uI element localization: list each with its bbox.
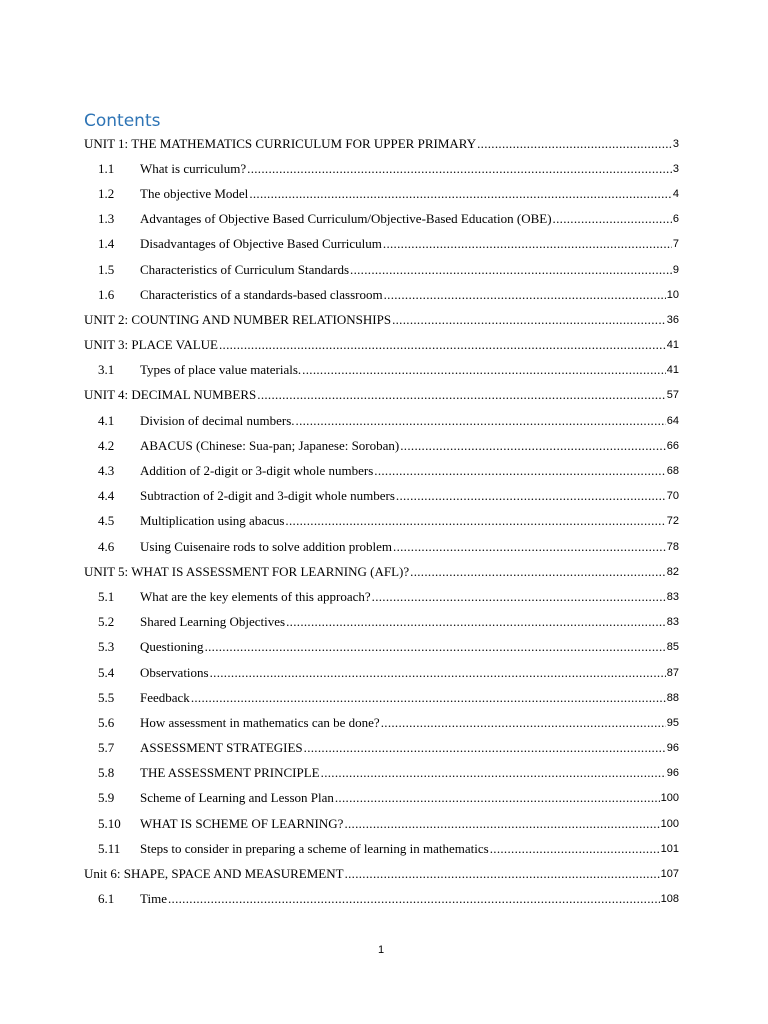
toc-entry-title: What is curriculum?	[140, 160, 247, 176]
toc-entry-page: 64	[666, 414, 679, 427]
toc-entry-title: Time	[140, 891, 167, 907]
toc-entry-title: Steps to consider in preparing a scheme of learning in mathematics	[140, 840, 489, 856]
toc-dot-leader	[335, 790, 660, 806]
toc-entry-number: 1.3	[98, 211, 115, 227]
toc-subentry[interactable]	[84, 836, 679, 861]
toc-subentry[interactable]	[84, 257, 679, 282]
toc-entry-number: 5.4	[98, 664, 115, 680]
toc-dot-leader	[350, 262, 672, 278]
toc-entry-page: 36	[666, 313, 679, 326]
toc-entry-number: 5.1	[98, 588, 115, 604]
toc-dot-leader	[191, 690, 666, 706]
toc-entry-page: 87	[666, 666, 679, 679]
toc-dot-leader	[205, 639, 666, 655]
toc-entry-number: 4.3	[98, 463, 115, 479]
toc-subentry[interactable]	[84, 786, 679, 811]
toc-entry-title: UNIT 5: WHAT IS ASSESSMENT FOR LEARNING (AFL)?	[84, 563, 410, 579]
toc-entry-page: 70	[666, 490, 679, 503]
toc-subentry[interactable]	[84, 584, 679, 609]
toc-entry-title: Division of decimal numbers.	[140, 412, 295, 428]
toc-entry-page: 100	[660, 817, 679, 830]
toc-entry-page: 95	[666, 716, 679, 729]
toc-entry-page: 88	[666, 691, 679, 704]
toc-dot-leader	[296, 413, 666, 429]
toc-entry-title: UNIT 3: PLACE VALUE	[84, 337, 218, 353]
toc-dot-leader	[374, 463, 665, 479]
toc-entry-page: 101	[660, 842, 679, 855]
toc-subentry[interactable]	[84, 156, 679, 181]
toc-entry-number: 4.5	[98, 513, 115, 529]
toc-entry-title: Types of place value materials.	[140, 362, 302, 378]
toc-entry-page: 3	[672, 162, 679, 175]
toc-subentry[interactable]	[84, 484, 679, 509]
toc-dot-leader	[383, 236, 672, 252]
toc-dot-leader	[304, 740, 666, 756]
toc-dot-leader	[168, 891, 660, 907]
table-of-contents	[84, 131, 679, 912]
toc-entry-title: UNIT 4: DECIMAL NUMBERS	[84, 387, 257, 403]
toc-dot-leader	[286, 614, 666, 630]
toc-subentry[interactable]	[84, 660, 679, 685]
toc-entry-title: UNIT 2: COUNTING AND NUMBER RELATIONSHIPS	[84, 311, 392, 327]
toc-entry-page: 66	[666, 439, 679, 452]
toc-entry-number: 5.5	[98, 689, 115, 705]
toc-entry-number: 6.1	[98, 891, 115, 907]
toc-dot-leader	[285, 513, 665, 529]
toc-entry-title: Addition of 2-digit or 3-digit whole numbers	[140, 463, 374, 479]
toc-entry-number: 1.4	[98, 236, 115, 252]
toc-entry-title: Scheme of Learning and Lesson Plan	[140, 790, 334, 806]
toc-entry-title: Characteristics of Curriculum Standards	[140, 261, 350, 277]
toc-entry-page: 68	[666, 465, 679, 478]
toc-subentry[interactable]	[84, 207, 679, 232]
toc-entry-page: 72	[666, 515, 679, 528]
toc-dot-leader	[372, 589, 666, 605]
toc-entry-page: 85	[666, 641, 679, 654]
toc-entry-page: 6	[672, 213, 679, 226]
toc-entry-title: Subtraction of 2-digit and 3-digit whole numbers	[140, 488, 395, 504]
toc-entry-number: 5.10	[98, 815, 121, 831]
toc-dot-leader	[302, 362, 666, 378]
toc-entry-number: 1.6	[98, 286, 115, 302]
toc-subentry[interactable]	[84, 887, 679, 912]
toc-subentry[interactable]	[84, 685, 679, 710]
toc-entry-number: 5.8	[98, 765, 115, 781]
toc-entry-title: Disadvantages of Objective Based Curriculum	[140, 236, 382, 252]
toc-subentry[interactable]	[84, 282, 679, 307]
toc-entry-number: 1.5	[98, 261, 115, 277]
toc-subentry[interactable]	[84, 358, 679, 383]
contents-heading: Contents	[84, 111, 161, 131]
toc-unit-entry[interactable]	[84, 559, 679, 584]
toc-subentry[interactable]	[84, 736, 679, 761]
toc-dot-leader	[249, 186, 672, 202]
toc-dot-leader	[553, 211, 672, 227]
toc-entry-page: 100	[660, 792, 679, 805]
toc-dot-leader	[393, 539, 666, 555]
toc-subentry[interactable]	[84, 610, 679, 635]
toc-entry-number: 5.6	[98, 714, 115, 730]
toc-entry-title: What are the key elements of this approach?	[140, 588, 371, 604]
toc-entry-page: 41	[666, 339, 679, 352]
toc-entry-page: 7	[672, 238, 679, 251]
toc-entry-title: Feedback	[140, 689, 190, 705]
toc-dot-leader	[396, 488, 666, 504]
toc-dot-leader	[344, 816, 659, 832]
toc-entry-number: 1.2	[98, 185, 115, 201]
toc-entry-number: 4.4	[98, 488, 115, 504]
toc-dot-leader	[490, 841, 660, 857]
toc-entry-page: 83	[666, 590, 679, 603]
toc-entry-number: 5.3	[98, 639, 115, 655]
toc-entry-number: 5.7	[98, 740, 115, 756]
toc-unit-entry[interactable]	[84, 131, 679, 156]
toc-entry-title: Unit 6: SHAPE, SPACE AND MEASUREMENT	[84, 866, 344, 882]
toc-entry-title: ASSESSMENT STRATEGIES	[140, 740, 303, 756]
toc-entry-title: ABACUS (Chinese: Sua-pan; Japanese: Soroban)	[140, 437, 400, 453]
toc-entry-title: How assessment in mathematics can be done?	[140, 714, 380, 730]
toc-entry-title: Observations	[140, 664, 209, 680]
toc-entry-page: 9	[672, 263, 679, 276]
page-number: 1	[377, 944, 385, 956]
toc-entry-page: 57	[666, 389, 679, 402]
toc-dot-leader	[384, 287, 666, 303]
toc-entry-number: 3.1	[98, 362, 115, 378]
toc-unit-entry[interactable]	[84, 333, 679, 358]
toc-subentry[interactable]	[84, 710, 679, 735]
toc-entry-number: 5.2	[98, 614, 115, 630]
toc-entry-number: 4.6	[98, 538, 115, 554]
toc-dot-leader	[321, 765, 666, 781]
toc-entry-title: UNIT 1: THE MATHEMATICS CURRICULUM FOR UPPER PRIMARY	[84, 135, 477, 151]
toc-subentry[interactable]	[84, 181, 679, 206]
toc-entry-page: 96	[666, 742, 679, 755]
toc-entry-page: 3	[672, 137, 679, 150]
toc-entry-title: Using Cuisenaire rods to solve addition problem	[140, 538, 393, 554]
toc-dot-leader	[345, 866, 660, 882]
toc-entry-page: 82	[666, 565, 679, 578]
toc-dot-leader	[210, 665, 666, 681]
toc-entry-page: 41	[666, 364, 679, 377]
toc-entry-page: 107	[660, 868, 679, 881]
toc-subentry[interactable]	[84, 635, 679, 660]
toc-unit-entry[interactable]	[84, 307, 679, 332]
toc-dot-leader	[219, 337, 666, 353]
toc-subentry[interactable]	[84, 761, 679, 786]
toc-entry-number: 4.2	[98, 437, 115, 453]
toc-entry-title: The objective Model	[140, 185, 249, 201]
toc-entry-title: Characteristics of a standards-based classroom	[140, 286, 383, 302]
toc-entry-page: 10	[666, 288, 679, 301]
toc-dot-leader	[381, 715, 666, 731]
toc-dot-leader	[477, 136, 672, 152]
toc-dot-leader	[247, 161, 672, 177]
toc-dot-leader	[257, 387, 665, 403]
toc-entry-title: Multiplication using abacus	[140, 513, 285, 529]
toc-entry-number: 5.9	[98, 790, 115, 806]
toc-entry-number: 5.11	[98, 840, 121, 856]
toc-subentry[interactable]	[84, 408, 679, 433]
toc-entry-number: 4.1	[98, 412, 115, 428]
toc-entry-page: 108	[660, 893, 679, 906]
toc-entry-page: 4	[672, 187, 679, 200]
toc-subentry[interactable]	[84, 232, 679, 257]
toc-entry-page: 96	[666, 767, 679, 780]
toc-entry-page: 83	[666, 616, 679, 629]
toc-subentry[interactable]	[84, 509, 679, 534]
toc-unit-entry[interactable]	[84, 383, 679, 408]
toc-dot-leader	[410, 564, 666, 580]
toc-subentry[interactable]	[84, 433, 679, 458]
toc-entry-title: Advantages of Objective Based Curriculum/Objective-Based Education (OBE)	[140, 211, 552, 227]
toc-entry-title: Shared Learning Objectives	[140, 614, 286, 630]
toc-entry-title: WHAT IS SCHEME OF LEARNING?	[140, 815, 344, 831]
toc-entry-page: 78	[666, 540, 679, 553]
toc-subentry[interactable]	[84, 534, 679, 559]
toc-entry-title: THE ASSESSMENT PRINCIPLE	[140, 765, 320, 781]
toc-unit-entry[interactable]	[84, 861, 679, 886]
toc-entry-title: Questioning	[140, 639, 204, 655]
toc-entry-number: 1.1	[98, 160, 115, 176]
toc-dot-leader	[400, 438, 666, 454]
toc-subentry[interactable]	[84, 458, 679, 483]
toc-subentry[interactable]	[84, 811, 679, 836]
toc-dot-leader	[392, 312, 666, 328]
